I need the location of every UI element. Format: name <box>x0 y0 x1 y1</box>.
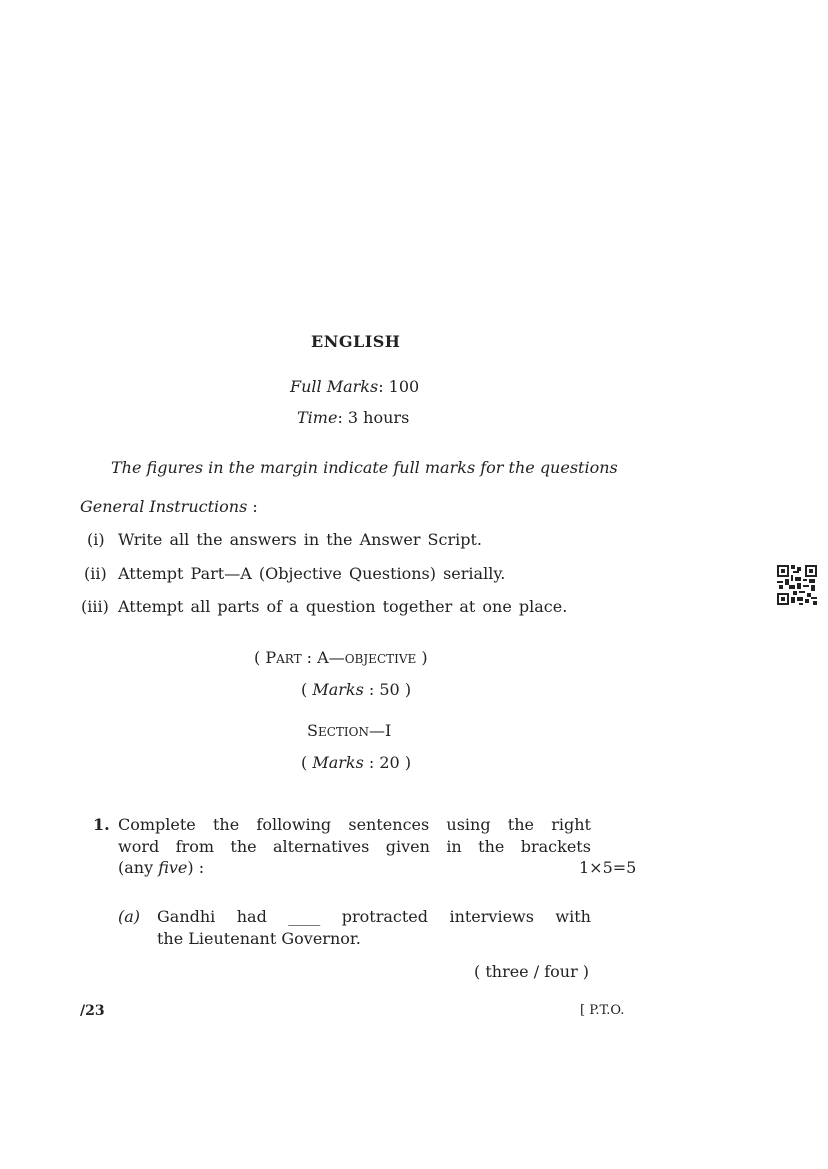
part-marks-label: Marks <box>312 680 364 699</box>
time-label: Time <box>297 408 338 427</box>
section-marks-value: : 20 ) <box>363 753 412 772</box>
question-marks: 1×5=5 <box>579 858 637 877</box>
part-close: ) <box>416 648 428 667</box>
subquestion-label: (a) <box>118 907 141 926</box>
instructions-heading-label: General Instructions <box>80 497 248 516</box>
word: word <box>118 837 160 856</box>
word: Complete <box>118 815 196 834</box>
subject-title: ENGLISH <box>311 332 401 351</box>
section-marks-open: ( <box>301 753 313 772</box>
word: the <box>507 815 534 834</box>
word: sentences <box>348 815 430 834</box>
part-marks <box>301 680 411 699</box>
page-code: /23 <box>80 1003 105 1019</box>
instruction-text: Attempt Part—A (Objective Questions) serially. <box>118 564 506 583</box>
part-art: ART <box>276 652 302 666</box>
part-open: ( P <box>254 648 277 667</box>
word: given <box>385 837 430 856</box>
full-marks-label: Full Marks <box>290 377 379 396</box>
section-ection: ECTION <box>317 725 369 739</box>
word: right <box>551 815 591 834</box>
section-marks-label: Marks <box>312 753 364 772</box>
word: alternatives <box>273 837 370 856</box>
word: following <box>256 815 332 834</box>
subquestion-line-1 <box>157 907 591 926</box>
word: the <box>212 815 240 834</box>
section-suffix: —I <box>369 721 392 740</box>
word: in <box>446 837 462 856</box>
part-marks-open: ( <box>301 680 313 699</box>
instruction-num: (i) <box>87 530 105 549</box>
part-heading <box>254 648 428 667</box>
instructions-heading <box>80 497 258 516</box>
question-line-3 <box>118 858 204 877</box>
line3-post: ) : <box>187 858 205 877</box>
question-number: 1. <box>93 815 110 834</box>
part-marks-value: : 50 ) <box>363 680 412 699</box>
question-line-1 <box>118 815 591 834</box>
section-heading <box>307 721 391 740</box>
instruction-text: Write all the answers in the Answer Script. <box>118 530 482 549</box>
word: using <box>446 815 491 834</box>
full-marks-value: : 100 <box>378 377 420 396</box>
word: protracted <box>341 907 428 926</box>
qr-code-icon <box>777 565 817 605</box>
time-value: : 3 hours <box>337 408 410 427</box>
word: brackets <box>520 837 591 856</box>
word: the <box>478 837 505 856</box>
blank: ____ <box>288 907 321 926</box>
word: the <box>230 837 257 856</box>
word: Gandhi <box>157 907 216 926</box>
instruction-num: (iii) <box>81 597 109 616</box>
section-marks <box>301 753 411 772</box>
question-line-2 <box>118 837 591 856</box>
line3-five: five <box>158 858 188 877</box>
full-marks <box>290 377 419 396</box>
instructions-heading-colon: : <box>247 497 258 516</box>
section-s: S <box>307 721 318 740</box>
line3-pre: (any <box>118 858 159 877</box>
word: interviews <box>449 907 534 926</box>
subquestion-line-2: the Lieutenant Governor. <box>157 929 361 948</box>
margin-note: The figures in the margin indicate full marks for the questions <box>111 458 618 477</box>
part-objective: OBJECTIVE <box>344 652 417 666</box>
part-mid: : A— <box>301 648 345 667</box>
time <box>297 408 409 427</box>
instruction-text: Attempt all parts of a question together at one place. <box>118 597 568 616</box>
instruction-num: (ii) <box>84 564 107 583</box>
pto-label: [ P.T.O. <box>580 1003 625 1018</box>
word: had <box>236 907 267 926</box>
subquestion-options: ( three / four ) <box>474 962 590 981</box>
word: from <box>175 837 214 856</box>
word: with <box>555 907 591 926</box>
